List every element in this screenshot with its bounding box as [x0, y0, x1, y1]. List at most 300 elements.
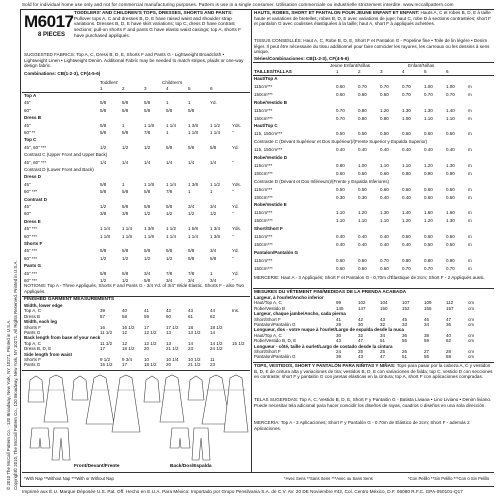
yardage-cell: 5/8: [144, 248, 151, 254]
metric-cell: 1.10: [336, 210, 345, 216]
finished-cell: 16 1/2: [122, 324, 135, 330]
mesures-cell: cm: [468, 300, 474, 306]
finished-cell: 18 1/2: [210, 324, 223, 330]
fabrics-fr: TISSUS CONSEILLÉS: Haut A, C, Robe B, D, E, Short F et Pantalon G - Popeline fine • Toile de lin légère • Denim léger. Il peut être nécessaire du tissu additionnel pour faire coïncider les rayures, les carreaux ou les dessins à sens unique.: [254, 38, 490, 55]
yardage-cell: 5/8: [122, 270, 129, 276]
metric-row-label: 115cm***: [254, 257, 273, 263]
finished-table-en: [24, 303, 250, 368]
metric-row-label: Haut/Top A: [254, 76, 278, 81]
desc-es: Tops para pasar por la cabeza A, C y vestidos B, D, E de cintura alta y variaciones de tira; vestidos B, D, E con variaciones de falda; top C, vestido D con secciones en contraste; short F y pantalón G con jaretas elásticas en la cintura; top A, short F con aplicaciones compradas.: [254, 363, 493, 380]
finished-cell: 14 1/2: [210, 340, 223, 346]
mesures-cell: 43: [336, 338, 342, 344]
metric-cell: m: [468, 218, 472, 224]
finished-cell: 20: [144, 346, 150, 352]
yardage-cell: ": [232, 255, 234, 261]
metric-cell: 0.50: [380, 131, 389, 137]
merceria-es: MERCERÍA: Top A - 3 Aplicaciones; Short F y Pantalón G - 0.70m de Elástico de 2cm; Short F - además 2 Aplicaciones.: [254, 420, 470, 431]
yardage-row-label: 60" ***: [24, 233, 38, 239]
metric-row-label: Robe/Vestido D: [254, 155, 288, 160]
finished-cell: 12 1/2: [144, 340, 157, 346]
metric-cell: 0.50: [402, 234, 411, 239]
metric-cell: 1.20: [424, 162, 433, 168]
yardage-row-label: Dress B: [24, 115, 42, 121]
metric-cell: 0.40: [446, 147, 455, 153]
finished-cell: 42: [166, 308, 172, 314]
finished-row-label: Shorts F: [24, 324, 42, 330]
yardage-row-label: 60" **: [24, 130, 36, 135]
metric-cell: 1.10: [446, 115, 455, 121]
metric-cell: 0.40: [402, 241, 411, 247]
finished-cell: 11: [210, 357, 215, 362]
finished-cell: 17 1/2: [166, 324, 179, 330]
mesures-cell: 39: [336, 354, 342, 360]
metric-cell: 0.70: [336, 115, 345, 121]
yardage-cell: 1/2: [188, 211, 195, 217]
yardage-cell: 1/4: [122, 159, 129, 165]
metric-cell: 0.40: [358, 241, 367, 247]
metric-cell: 0.60: [446, 131, 455, 137]
finished-cell: 21 1/2: [166, 346, 179, 352]
yardage-cell: 5/8: [100, 270, 107, 276]
combinations-fr: Séries/Combinaciones: CB(1-2-3), CF(4-5-6): [254, 56, 349, 61]
yardage-cell: 1/2: [100, 204, 107, 209]
yardage-cell: Yds.: [232, 226, 242, 232]
mesures-cell: 43: [358, 354, 364, 360]
finished-cell: 10: [144, 357, 150, 362]
combinations-en: Combinations: CB(1-2-3), CF(4-5-6): [24, 71, 101, 76]
yardage-cell: 3/8: [122, 211, 129, 217]
metric-cell: 0.50: [358, 131, 367, 137]
finished-row-label: Dress B, D, E: [24, 346, 52, 352]
yardage-cell: 5/8: [122, 130, 129, 135]
mesures-cell: 32: [380, 322, 386, 327]
mercerie-fr: MERCERIE: Haut A - 3 Appliqués; Short F et Pantalon G - 0,70m d'Élastique de 2cm; Short F - 2 Appliqués aussi.: [254, 275, 485, 280]
metric-cell: 0.60: [358, 257, 367, 263]
mesures-cell: 29: [336, 322, 342, 327]
mesures-cell: 33: [402, 322, 408, 327]
yardage-cell: 5/8: [100, 107, 107, 113]
mesures-row-label: Longueur - côté, taille à ourlet/Largo de costado desde la cintura: [254, 343, 393, 349]
mesures-row-label: Largeur, à l'ourlet/Ancho inferior: [254, 295, 324, 300]
finished-cell: 60: [166, 313, 172, 319]
yardage-row-label: 45" ***: [24, 248, 38, 254]
yardage-cell: 1 1/8: [144, 122, 155, 128]
finished-cell: 14: [210, 330, 216, 335]
metric-cell: 1.00: [446, 83, 455, 89]
metric-row-label: 150cm***: [254, 91, 273, 97]
yardage-cell: 3/4: [166, 278, 173, 283]
metric-cell: 0.50: [336, 131, 345, 137]
yardage-cell: 1 1/2: [166, 226, 177, 232]
metric-cell: 0.70: [402, 91, 411, 97]
yardage-row-label: 60": [24, 107, 31, 113]
metric-cell: 0.60: [336, 91, 345, 97]
yardage-row-label: 60" ***: [24, 255, 38, 261]
finished-cell: 62: [210, 313, 216, 319]
metric-cell: 0.60: [402, 186, 411, 192]
yardage-cell: 5/8: [188, 144, 195, 150]
mesures-cell: cm: [468, 354, 474, 360]
mesures-cell: 152: [402, 305, 410, 311]
finished-cell: 17: [144, 324, 150, 330]
metric-cell: 0.70: [446, 265, 455, 271]
finished-cell: 57: [100, 313, 106, 319]
fr-size-label: 3: [380, 69, 383, 74]
mesures-cell: 26: [402, 349, 408, 354]
yardage-cell: 1: [210, 270, 213, 276]
finished-cell: 12: [122, 330, 128, 335]
yardage-row-label: 45": [24, 181, 31, 187]
metric-cell: 0.90: [446, 170, 455, 176]
finished-cell: 13: [166, 330, 172, 335]
yardage-row-label: Contrast D: [24, 196, 48, 202]
mesures-cell: 43: [380, 316, 386, 322]
shorts-f-front-sketch: [30, 428, 50, 448]
metric-cell: m: [468, 234, 472, 239]
metric-cell: 0.50: [424, 241, 433, 247]
footnote-en: *With Nap **Without Nap ***With or Without Nap: [24, 476, 114, 481]
finished-cell: 17: [122, 362, 128, 368]
description-fr: [254, 10, 494, 27]
finished-row-label: Back length from base of your neck: [24, 335, 101, 341]
mesures-cell: 51: [380, 338, 386, 344]
metric-row-label: 150cm***: [254, 170, 273, 176]
yardage-cell: 1 1/2: [210, 122, 221, 128]
yardage-cell: 1 1/4: [210, 130, 221, 135]
yardage-cell: 5/8: [144, 100, 151, 106]
fr-size-label: 2: [358, 69, 361, 74]
yardage-cell: 1: [210, 189, 213, 195]
toddlers-header: Toddlers': [100, 80, 119, 85]
en-size-label: 6: [210, 86, 213, 91]
finished-row-label: Shorts F: [24, 357, 42, 362]
mesures-cell: 102: [358, 300, 366, 306]
header-notice: Sold for individual home use only and not for commercial manufacturing purposes. Pattern is use in a single consumer. Utilisation commerciale ou industrielle strictement interdite. www.mccallpattern.com: [22, 2, 454, 7]
yardage-cell: 1: [166, 130, 169, 135]
metric-cell: 0.70: [380, 257, 389, 263]
yardage-cell: 1/2: [144, 255, 151, 261]
yardage-cell: 5/8: [122, 248, 129, 254]
yardage-cell: 5/8: [100, 181, 107, 187]
metric-cell: m: [468, 115, 472, 121]
metric-row-label: 115cm***: [254, 162, 273, 168]
dress-e-front-sketch: [112, 375, 140, 432]
yardage-cell: 1/2: [122, 255, 129, 261]
metric-cell: m: [468, 131, 472, 137]
metric-cell: 0.60: [380, 91, 389, 97]
metric-cell: 1.40: [402, 210, 411, 216]
yardage-cell: ": [232, 278, 234, 283]
yardage-cell: 1 1/4: [100, 226, 111, 232]
metric-cell: 1.20: [358, 210, 367, 216]
yardage-cell: 5/8: [100, 130, 107, 135]
finished-cell: 13 1/2: [188, 330, 201, 335]
metric-row-label: Haut/Top C: [254, 123, 278, 129]
metric-cell: m: [468, 257, 472, 263]
finished-row-label: Width, each leg: [24, 319, 57, 325]
mesures-row-label: Haut/Top A, C: [254, 300, 282, 306]
yardage-row-label: 45": [24, 204, 31, 209]
bottom-notice: Imprimé aux É.U. Marque Déposée U.S. Pat. Off. Hecho en E.U.A. Para México: Importado por Grupo Pensilvania S.A. de C.V. AV. 20 DE Noviembre #42, Col. Centro México, D.F. 06080 R.F.C. GPA-050101-Q17: [22, 489, 463, 494]
mesures-row-label: Pantalon/Pantalón G: [254, 354, 296, 360]
mesures-cell: 47: [446, 316, 452, 322]
finished-cell: 24 1/2: [210, 346, 223, 352]
yardage-cell: Yd.: [232, 248, 239, 254]
telas-es: TELAS SUGERIDAS: Top A, C, Vestido B, D, E, Short F y Pantalón G - Batista Liviana • Lino Liviano • Denim liviano. Puede necesitar tela adicional para hacer coincidir los diseños de rayas, cuadros o diseños en una sola dirección.: [254, 397, 492, 408]
mesures-cell: cm: [468, 305, 474, 311]
metric-cell: 0.60: [336, 265, 345, 271]
pants-g-back-sketch: [192, 428, 210, 460]
metric-table: [254, 76, 494, 274]
yardage-cell: 1/4: [100, 159, 107, 165]
metric-row-label: Pantalon/Pantalón G: [254, 249, 299, 255]
finished-cell: 11 1/2: [100, 330, 113, 335]
finished-cell: 11 1/2: [100, 340, 113, 346]
mesures-cell: 145: [336, 305, 344, 311]
yardage-cell: 1 3/8: [188, 122, 199, 128]
metric-cell: 1.20: [380, 107, 389, 113]
finished-row-label: Top A, C: [24, 340, 42, 346]
mesures-cell: 24: [336, 349, 342, 354]
yardage-cell: 1: [188, 100, 191, 106]
yardage-cell: 1 1/4: [188, 233, 199, 239]
mesures-cell: 99: [336, 300, 342, 306]
metric-cell: 1.10: [424, 115, 433, 121]
yardage-cell: 5/8: [210, 255, 217, 261]
pants-g-front-sketch: [52, 428, 70, 460]
desc-fr: Hauts A, C et robes B, D, E à taille haute et variations de bretelles; robes B, D, E avec variations de jupe; haut C, robe D à sections contrastées; short F et pantalon G avec coulisses élastiquées à la taille; haut A, short F à appliqués achetées.: [254, 10, 491, 27]
yardage-cell: 1/2: [100, 255, 107, 261]
yardage-cell: 3/4: [188, 204, 195, 209]
mesures-cell: cm: [468, 322, 474, 327]
top-c-back-sketch: [188, 376, 204, 400]
metric-cell: 0.40: [402, 147, 411, 153]
yardage-row-label: Dress D: [24, 174, 42, 180]
mesures-cell: 34: [424, 322, 430, 327]
metric-cell: 0.60: [446, 194, 455, 200]
yardage-cell: 1 1/4: [166, 181, 177, 187]
mesures-cell: 155: [424, 305, 432, 311]
finished-cell: 21 1/2: [188, 362, 201, 368]
mesures-table: [254, 295, 494, 360]
footnote-fr: *Avec Sens **Sans Sens ***Avec ou Sans Sens: [284, 476, 373, 481]
metric-cell: 1.10: [358, 218, 367, 224]
sketch-rule: [22, 370, 250, 371]
yardage-cell: 1 1/2: [210, 181, 221, 187]
yardage-cell: 1 5/8: [188, 226, 199, 232]
yardage-row-label: Top C: [24, 137, 37, 143]
enfant-header: Enfant/Niñas: [408, 63, 435, 68]
yardage-cell: 5/8: [122, 189, 129, 195]
metric-cell: 0.60: [358, 91, 367, 97]
en-size-label: 3: [144, 86, 147, 91]
yardage-cell: 7/8: [166, 270, 173, 276]
metric-row-label: Contraste D (Devant et Dos Inférieurs)/(Frente y Espalda Inferiores): [254, 178, 390, 184]
fr-size-label: 6: [446, 69, 449, 74]
yardage-row-label: 60" ***: [24, 189, 38, 195]
metric-cell: 0.60: [424, 194, 433, 200]
mesures-cell: 28: [446, 349, 452, 354]
mesures-cell: 47: [380, 354, 386, 360]
top-a-front-sketch: [28, 376, 44, 402]
metric-cell: 0.60: [446, 234, 455, 239]
metric-cell: 1.10: [336, 218, 345, 224]
yardage-cell: 1/2: [100, 278, 107, 283]
metric-cell: 0.40: [380, 241, 389, 247]
metric-cell: 1.30: [424, 107, 433, 113]
metric-cell: 0.90: [424, 170, 433, 176]
yardage-row-label: 45": [24, 122, 31, 128]
metric-cell: 0.70: [402, 265, 411, 271]
yardage-cell: 5/8: [144, 278, 151, 283]
mesures-cell: 45: [402, 316, 408, 322]
metric-row-label: 115cm***: [254, 210, 273, 216]
metric-cell: 0.90: [446, 257, 455, 263]
mesures-cell: 62: [446, 338, 452, 344]
metric-cell: 1.60: [446, 210, 455, 216]
yardage-cell: 7/8: [144, 130, 151, 135]
finished-cell: 15 1/2: [232, 340, 245, 346]
finished-cell: 10 1/4: [166, 357, 179, 362]
mesures-cell: 109: [424, 300, 432, 306]
title-es: TOPS, VESTIDOS, SHORT Y PANTALÓN PARA NIÑITAS Y NIÑAS:: [254, 363, 396, 368]
mesures-heading: MESURES DU VÊTEMENT FINI/MEDIDAS DE LA PRENDA ACABADA: [254, 289, 407, 294]
side-notice-outer: © 2010 The McCall Pattern Co. - 120 Broadway, New York, NY 10271. Printed in U.S.A.: [6, 319, 11, 490]
title-fr: HAUTS, ROBES, SHORT ET PANTALON POUR JEUNE ENFANT ET ENFANT:: [254, 10, 420, 15]
metric-cell: 0.40: [380, 234, 389, 239]
yardage-cell: Yds.: [232, 122, 242, 128]
mesures-cell: 55: [402, 338, 408, 344]
left-rule: [20, 10, 21, 486]
yardage-row-label: 45" ***: [24, 226, 38, 232]
childrens-header: Children's: [162, 80, 183, 85]
finished-cell: 23: [210, 362, 216, 368]
notions-en: NOTIONS: Top A - Three Appliqués, Shorts F and Pants G - 3/4 Yd. of 3/4" Wide Elastic. Shorts F - also Two Appliqués.: [24, 283, 245, 294]
mesures-cell: 55: [424, 354, 430, 360]
yardage-row-label: Contrast D (Lower Front and Back): [24, 167, 94, 172]
mesures-cell: 38: [424, 332, 430, 338]
yardage-row-label: 45", 60" ***: [24, 159, 47, 165]
yardage-cell: 1/2: [122, 278, 129, 283]
fr-size-label: 5: [424, 69, 427, 74]
finished-cell: 13: [166, 340, 172, 346]
mesures-row-label: Short/Short F: [254, 349, 281, 354]
finished-cell: 39: [100, 308, 106, 314]
yardage-cell: 1 1/8: [144, 233, 155, 239]
dress-e-back-sketch: [224, 375, 248, 432]
metric-cell: 0.70: [402, 83, 411, 89]
metric-cell: m: [468, 147, 472, 153]
metric-cell: 0.60: [402, 131, 411, 137]
metric-row-label: 150cm***: [254, 241, 273, 247]
metric-cell: m: [468, 241, 472, 247]
yardage-cell: Yds.: [232, 181, 242, 187]
yardage-cell: 5/8: [122, 100, 129, 106]
metric-cell: 0.60: [336, 83, 345, 89]
finished-heading-en: FINISHED GARMENT MEASUREMENTS: [24, 297, 115, 302]
finished-cell: 15 1/2: [100, 362, 113, 368]
metric-cell: 1.00: [402, 115, 411, 121]
footnote-rule: [22, 472, 494, 473]
metric-row-label: 115, 150cm***: [254, 147, 283, 153]
finished-cell: 10 1/2: [188, 357, 201, 362]
yardage-cell: 5/8: [100, 100, 107, 106]
finished-cell: 41: [144, 308, 150, 314]
yardage-cell: 1 3/4: [210, 226, 221, 232]
yardage-cell: 1/2: [122, 144, 129, 150]
metric-cell: 1.30: [402, 107, 411, 113]
yardage-row-label: Dress E: [24, 218, 41, 224]
yardage-cell: Yd.: [232, 270, 239, 276]
metric-cell: 0.30: [336, 194, 345, 200]
metric-cell: 0.40: [358, 234, 367, 239]
back-label: Back/Dos/Espalda: [170, 464, 212, 469]
yardage-cell: 1/4: [166, 159, 173, 165]
yardage-cell: 1/2: [144, 144, 151, 150]
mesures-row-label: Haut/Top A, C: [254, 332, 282, 338]
metric-cell: 0.60: [336, 170, 345, 176]
metric-cell: 0.30: [358, 194, 367, 200]
mesures-cell: 36: [402, 332, 408, 338]
mesures-cell: 107: [402, 300, 410, 306]
yardage-cell: 1: [166, 100, 169, 106]
yardage-cell: 5/8: [188, 107, 195, 113]
mesures-cell: 34: [380, 332, 386, 338]
yardage-cell: 3/4: [210, 204, 217, 209]
finished-cell: 16: [100, 324, 106, 330]
yardage-cell: 5/8: [188, 248, 195, 254]
finished-cell: 18: [188, 324, 194, 330]
title-en: TODDLERS' AND CHILDREN'S TOPS, DRESSES, SHORTS AND PANTS:: [74, 10, 233, 15]
mesures-cell: 58: [446, 354, 452, 360]
yardage-table-en: [24, 93, 250, 285]
finished-cell: 14: [188, 340, 194, 346]
metric-cell: m: [468, 194, 472, 200]
metric-row-label: 115, 150cm***: [254, 131, 283, 137]
metric-cell: 1.10: [402, 162, 411, 168]
finished-cell: 9 1/2: [100, 357, 111, 362]
fr-sizes-label: TAILLES/TALLAS: [254, 69, 292, 74]
yardage-cell: Yd.: [232, 204, 239, 209]
metric-cell: m: [468, 91, 472, 97]
metric-cell: 0.60: [424, 234, 433, 239]
metric-cell: 1.10: [380, 218, 389, 224]
metric-cell: 0.40: [336, 147, 345, 153]
mesures-cell: 42: [358, 316, 364, 322]
yardage-row-label: 45": [24, 100, 31, 106]
top-c-front-sketch: [72, 376, 88, 400]
yardage-cell: 1 1/8: [100, 233, 111, 239]
mesures-cell: 30: [336, 332, 342, 338]
metric-cell: 0.40: [336, 234, 345, 239]
mesures-cell: cm: [468, 332, 474, 338]
fr-size-label: 1: [336, 69, 339, 74]
metric-row-label: Robe/Vestido E: [254, 202, 287, 208]
yardage-cell: 5/8: [144, 107, 151, 113]
yardage-row-label: 60" ***: [24, 278, 38, 283]
metric-row-label: 115cm***: [254, 234, 273, 239]
yardage-cell: ": [232, 189, 234, 195]
finished-row-label: Pants G: [24, 330, 41, 335]
metric-cell: 0.70: [424, 265, 433, 271]
metric-row-label: 150cm***: [254, 218, 273, 224]
mesures-cell: 59: [424, 338, 430, 344]
yardage-row-label: Contrast C (Upper Front and Upper Back): [24, 152, 108, 158]
jeune-header: Jeune Enfant/Niñas: [330, 63, 371, 68]
finished-cell: 59: [144, 313, 150, 319]
metric-cell: 0.70: [446, 91, 455, 97]
metric-row-label: 150cm***: [254, 265, 273, 271]
